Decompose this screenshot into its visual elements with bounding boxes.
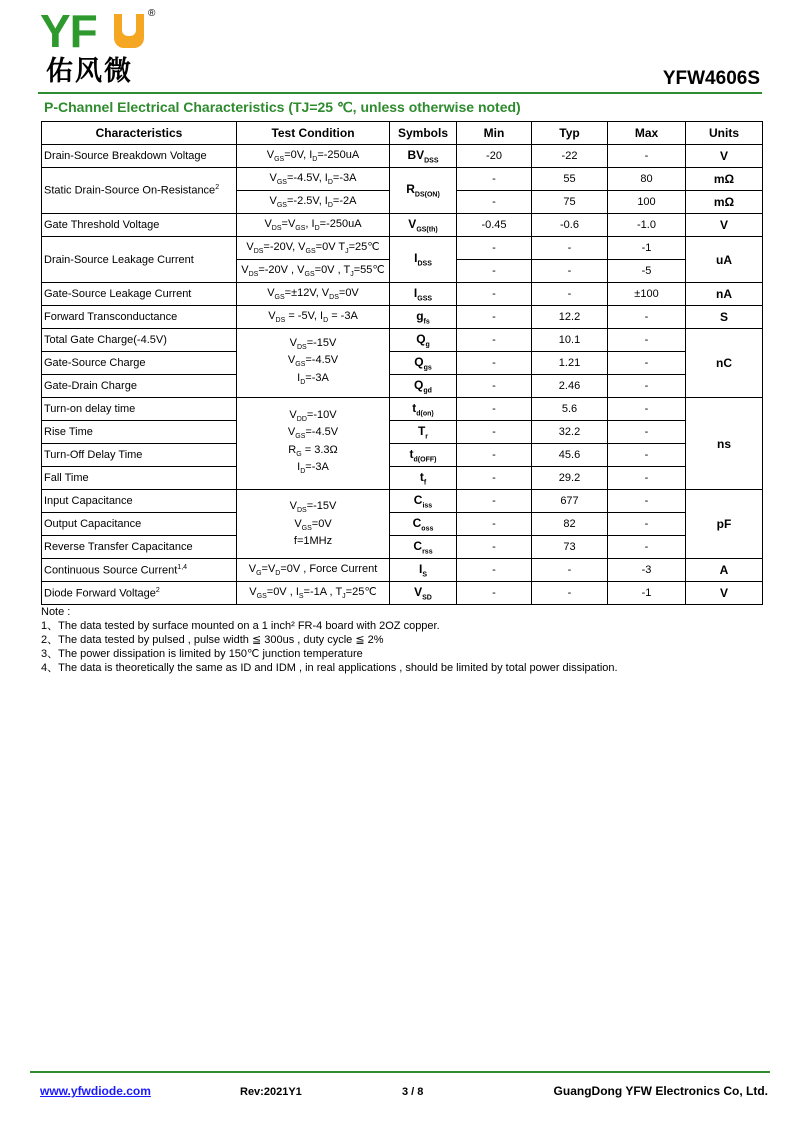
max-value: -3 bbox=[608, 559, 686, 582]
symbol: $R_{DS(ON)}$ bbox=[390, 168, 457, 214]
symbol: $Q_{gs}$ bbox=[390, 352, 457, 375]
notes-section bbox=[41, 605, 618, 675]
yfw-logo bbox=[36, 5, 166, 90]
typ-value: 73 bbox=[532, 536, 608, 559]
symbol: $I_{GSS}$ bbox=[390, 283, 457, 306]
header-min: Min bbox=[457, 122, 532, 145]
row-name: Turn-on delay time bbox=[42, 398, 237, 421]
max-value: - bbox=[608, 375, 686, 398]
min-value: - bbox=[457, 559, 532, 582]
row-name: Output Capacitance bbox=[42, 513, 237, 536]
test-condition: $V_{GS}=-2.5V$, $I_D=-2A$ bbox=[237, 191, 390, 214]
unit: V bbox=[686, 214, 763, 237]
typ-value: -0.6 bbox=[532, 214, 608, 237]
symbol: $I_S$ bbox=[390, 559, 457, 582]
unit: A bbox=[686, 559, 763, 582]
symbol: $BV_{DSS}$ bbox=[390, 145, 457, 168]
row-name: Total Gate Charge(-4.5V) bbox=[42, 329, 237, 352]
min-value: - bbox=[457, 536, 532, 559]
unit: pF bbox=[686, 490, 763, 559]
header-characteristics: Characteristics bbox=[42, 122, 237, 145]
min-value: - bbox=[457, 421, 532, 444]
test-condition: $V_{DS}=V_{GS}$, $I_D=-250uA$ bbox=[237, 214, 390, 237]
min-value: - bbox=[457, 260, 532, 283]
typ-value: 2.46 bbox=[532, 375, 608, 398]
test-condition: $V_{DS}=-20V$, $V_{GS}=0V$ $T_J=25℃$ bbox=[237, 237, 390, 260]
logo-w-mark bbox=[114, 14, 144, 48]
row-name: Reverse Transfer Capacitance bbox=[42, 536, 237, 559]
row-name: Gate Threshold Voltage bbox=[42, 214, 237, 237]
revision: Rev:2021Y1 bbox=[240, 1086, 302, 1098]
max-value: ±100 bbox=[608, 283, 686, 306]
max-value: -1 bbox=[608, 582, 686, 605]
symbol: $C_{iss}$ bbox=[390, 490, 457, 513]
max-value: 100 bbox=[608, 191, 686, 214]
min-value: - bbox=[457, 329, 532, 352]
row-name: Gate-Source Leakage Current bbox=[42, 283, 237, 306]
note-3: 3、The power dissipation is limited by 150℃ junction temperature bbox=[41, 648, 363, 660]
min-value: - bbox=[457, 490, 532, 513]
header-max: Max bbox=[608, 122, 686, 145]
header-test-condition: Test Condition bbox=[237, 122, 390, 145]
max-value: - bbox=[608, 513, 686, 536]
header-units: Units bbox=[686, 122, 763, 145]
symbol: $g_{fs}$ bbox=[390, 306, 457, 329]
min-value: - bbox=[457, 237, 532, 260]
logo-chinese-name: 佑风微 bbox=[46, 56, 133, 87]
min-value: - bbox=[457, 352, 532, 375]
note-1: 1、The data tested by surface mounted on a 1 inch² FR-4 board with 2OZ copper. bbox=[41, 620, 440, 632]
max-value: - bbox=[608, 145, 686, 168]
table-row bbox=[42, 237, 763, 260]
typ-value: 75 bbox=[532, 191, 608, 214]
table-row bbox=[42, 421, 763, 444]
typ-value: 677 bbox=[532, 490, 608, 513]
max-value: - bbox=[608, 398, 686, 421]
test-condition: $V_{GS}=0V$, $I_D=-250uA$ bbox=[237, 145, 390, 168]
symbol: $C_{rss}$ bbox=[390, 536, 457, 559]
header-typ: Typ bbox=[532, 122, 608, 145]
typ-value: 1.21 bbox=[532, 352, 608, 375]
max-value: - bbox=[608, 444, 686, 467]
unit: nC bbox=[686, 329, 763, 398]
registered-mark: ® bbox=[148, 8, 156, 19]
min-value: - bbox=[457, 283, 532, 306]
max-value: -1.0 bbox=[608, 214, 686, 237]
max-value: -1 bbox=[608, 237, 686, 260]
unit: ns bbox=[686, 398, 763, 490]
symbol: $V_{GS(th)}$ bbox=[390, 214, 457, 237]
symbol: $C_{oss}$ bbox=[390, 513, 457, 536]
typ-value: 32.2 bbox=[532, 421, 608, 444]
unit: nA bbox=[686, 283, 763, 306]
typ-value: 82 bbox=[532, 513, 608, 536]
row-name: Gate-Drain Charge bbox=[42, 375, 237, 398]
min-value: -20 bbox=[457, 145, 532, 168]
max-value: -5 bbox=[608, 260, 686, 283]
symbol: $t_f$ bbox=[390, 467, 457, 490]
max-value: - bbox=[608, 421, 686, 444]
max-value: - bbox=[608, 329, 686, 352]
symbol: $Q_g$ bbox=[390, 329, 457, 352]
unit: mΩ bbox=[686, 191, 763, 214]
min-value: - bbox=[457, 375, 532, 398]
typ-value: -22 bbox=[532, 145, 608, 168]
max-value: - bbox=[608, 467, 686, 490]
table-row bbox=[42, 398, 763, 421]
table-row bbox=[42, 214, 763, 237]
row-name: Drain-Source Leakage Current bbox=[42, 237, 237, 283]
table-row bbox=[42, 559, 763, 582]
unit: uA bbox=[686, 237, 763, 283]
typ-value: - bbox=[532, 283, 608, 306]
min-value: - bbox=[457, 191, 532, 214]
min-value: -0.45 bbox=[457, 214, 532, 237]
typ-value: - bbox=[532, 582, 608, 605]
note-2: 2、The data tested by pulsed , pulse width ≦ 300us , duty cycle ≦ 2% bbox=[41, 634, 384, 646]
header-divider bbox=[38, 92, 762, 94]
test-condition: $V_{DS}=-15V$ $V_{GS}=0V$ f=1MHz bbox=[237, 490, 390, 559]
test-condition: $V_{DS} = -5V$, $I_D = -3A$ bbox=[237, 306, 390, 329]
min-value: - bbox=[457, 168, 532, 191]
max-value: 80 bbox=[608, 168, 686, 191]
table-row bbox=[42, 352, 763, 375]
typ-value: 45.6 bbox=[532, 444, 608, 467]
max-value: - bbox=[608, 536, 686, 559]
logo-letters: YF bbox=[40, 5, 97, 57]
test-condition: $V_{DS}=-15V$ $V_{GS}=-4.5V$ $I_D=-3A$ bbox=[237, 329, 390, 398]
min-value: - bbox=[457, 306, 532, 329]
notes-title: Note : bbox=[41, 606, 71, 618]
typ-value: 55 bbox=[532, 168, 608, 191]
table-row bbox=[42, 306, 763, 329]
symbol: $V_{SD}$ bbox=[390, 582, 457, 605]
unit: S bbox=[686, 306, 763, 329]
company-name: GuangDong YFW Electronics Co, Ltd. bbox=[553, 1084, 768, 1098]
unit: V bbox=[686, 582, 763, 605]
min-value: - bbox=[457, 513, 532, 536]
characteristics-table bbox=[41, 121, 763, 605]
symbol: $t_{d(on)}$ bbox=[390, 398, 457, 421]
row-name: Continuous Source Current$^{1,4}$ bbox=[42, 559, 237, 582]
min-value: - bbox=[457, 582, 532, 605]
header-symbols: Symbols bbox=[390, 122, 457, 145]
website-link[interactable]: www.yfwdiode.com bbox=[40, 1084, 151, 1098]
row-name: Turn-Off Delay Time bbox=[42, 444, 237, 467]
unit: mΩ bbox=[686, 168, 763, 191]
table-row bbox=[42, 467, 763, 490]
typ-value: - bbox=[532, 559, 608, 582]
typ-value: 29.2 bbox=[532, 467, 608, 490]
row-name: Input Capacitance bbox=[42, 490, 237, 513]
row-name: Diode Forward Voltage$^2$ bbox=[42, 582, 237, 605]
min-value: - bbox=[457, 398, 532, 421]
table-row bbox=[42, 582, 763, 605]
table-row bbox=[42, 329, 763, 352]
part-number: YFW4606S bbox=[662, 68, 760, 89]
typ-value: - bbox=[532, 237, 608, 260]
typ-value: - bbox=[532, 260, 608, 283]
typ-value: 5.6 bbox=[532, 398, 608, 421]
table-row bbox=[42, 513, 763, 536]
max-value: - bbox=[608, 306, 686, 329]
table-row bbox=[42, 145, 763, 168]
typ-value: 10.1 bbox=[532, 329, 608, 352]
symbol: $I_{DSS}$ bbox=[390, 237, 457, 283]
row-name: Static Drain-Source On-Resistance$^2$ bbox=[42, 168, 237, 214]
note-4: 4、The data is theoretically the same as ID and IDM , in real applications , should be limited by total power dissipation. bbox=[41, 662, 618, 674]
symbol: $Q_{gd}$ bbox=[390, 375, 457, 398]
test-condition: $V_{DD}=-10V$ $V_{GS}=-4.5V$ $R_G = 3.3\Omega$ $I_D=-3A$ bbox=[237, 398, 390, 490]
table-row bbox=[42, 490, 763, 513]
min-value: - bbox=[457, 444, 532, 467]
table-row bbox=[42, 168, 763, 191]
test-condition: $V_{GS}=-4.5V$, $I_D=-3A$ bbox=[237, 168, 390, 191]
max-value: - bbox=[608, 352, 686, 375]
symbol: $T_r$ bbox=[390, 421, 457, 444]
table-row bbox=[42, 536, 763, 559]
min-value: - bbox=[457, 467, 532, 490]
section-title: P-Channel Electrical Characteristics (TJ=25 ℃, unless otherwise noted) bbox=[44, 99, 521, 115]
table-row bbox=[42, 375, 763, 398]
row-name: Drain-Source Breakdown Voltage bbox=[42, 145, 237, 168]
footer-divider bbox=[30, 1071, 770, 1073]
page-number: 3 / 8 bbox=[402, 1086, 424, 1098]
test-condition: $V_{DS}=-20V$ , $V_{GS}=0V$ , $T_J=55℃$ bbox=[237, 260, 390, 283]
symbol: $t_{d(OFF)}$ bbox=[390, 444, 457, 467]
max-value: - bbox=[608, 490, 686, 513]
row-name: Forward Transconductance bbox=[42, 306, 237, 329]
table-row bbox=[42, 283, 763, 306]
row-name: Rise Time bbox=[42, 421, 237, 444]
row-name: Gate-Source Charge bbox=[42, 352, 237, 375]
table-header-row bbox=[42, 122, 763, 145]
test-condition: $V_G=V_D=0V$ , Force Current bbox=[237, 559, 390, 582]
test-condition: $V_{GS}=0V$ , $I_S=-1A$ , $T_J=25℃$ bbox=[237, 582, 390, 605]
test-condition: $V_{GS}=\pm 12V$, $V_{DS}=0V$ bbox=[237, 283, 390, 306]
unit: V bbox=[686, 145, 763, 168]
row-name: Fall Time bbox=[42, 467, 237, 490]
typ-value: 12.2 bbox=[532, 306, 608, 329]
table-row bbox=[42, 444, 763, 467]
